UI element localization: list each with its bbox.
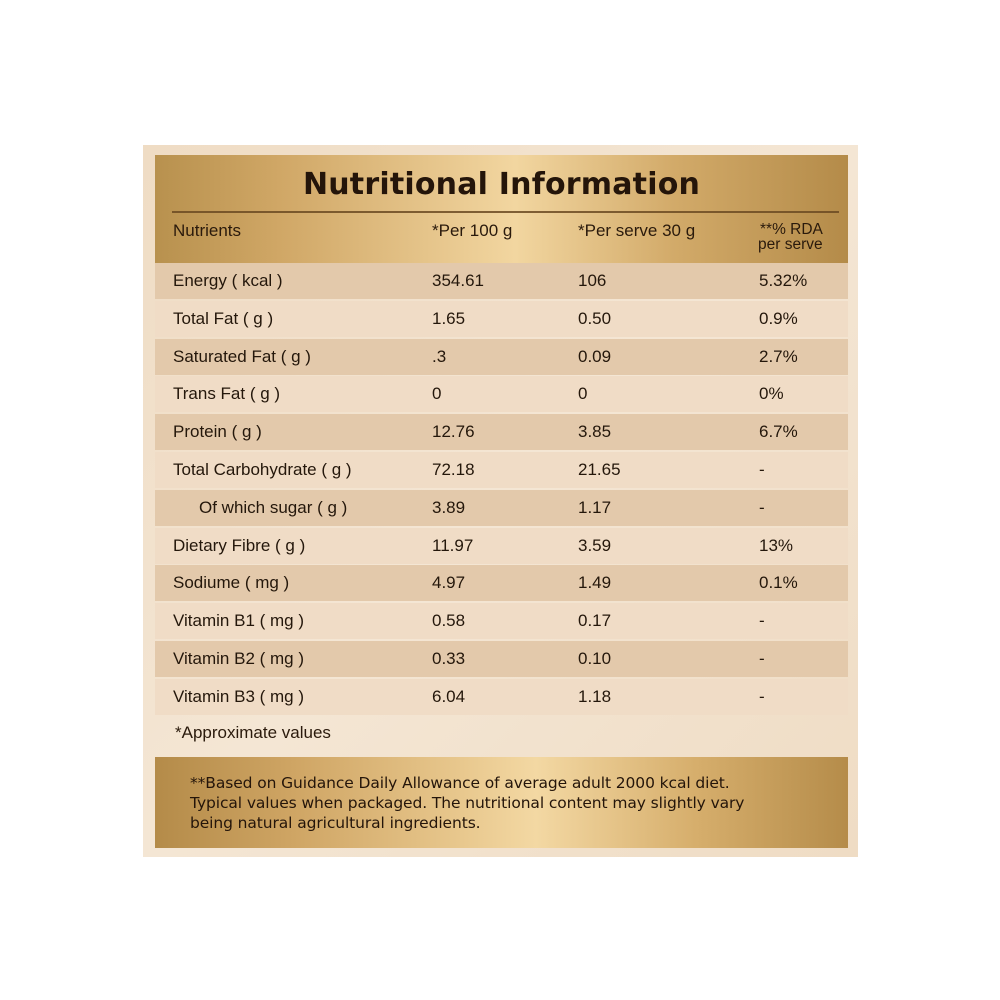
table-row: [155, 528, 848, 564]
nutrient-name: Trans Fat ( g ): [173, 384, 281, 404]
nutrient-name: Dietary Fibre ( g ): [173, 535, 306, 555]
table-row: [155, 452, 848, 488]
table-row: [155, 679, 848, 715]
nutrient-name: Vitamin B2 ( mg ): [173, 648, 305, 668]
rda-value: -: [759, 497, 765, 517]
nutrient-name: Total Fat ( g ): [173, 308, 274, 328]
rda-value: 0.9%: [759, 308, 798, 328]
table-row: [155, 263, 848, 299]
per-serve-value: 0.10: [578, 648, 612, 668]
rda-value: 5.32%: [759, 271, 808, 290]
per-100g-value: 4.97: [432, 573, 466, 593]
table-row: [155, 603, 848, 639]
approximate-values-note: *Approximate values: [175, 723, 331, 742]
per-serve-value: 3.85: [578, 422, 612, 442]
per-serve-value: 106: [578, 271, 607, 290]
column-header-per-serve: *Per serve 30 g: [578, 221, 696, 240]
rda-header-line-2: per serve: [758, 236, 823, 253]
nutrient-name: Saturated Fat ( g ): [173, 346, 311, 366]
per-serve-value: 1.49: [578, 573, 612, 593]
per-100g-value: 1.65: [432, 308, 466, 328]
per-serve-value: 1.18: [578, 686, 612, 706]
page-title: Nutritional Information: [302, 167, 701, 202]
rda-header-line-1: **% RDA: [760, 221, 823, 238]
rda-value: -: [759, 459, 765, 479]
nutrient-name: Of which sugar ( g ): [199, 497, 348, 517]
table-row: [155, 339, 848, 375]
rda-value: 13%: [759, 535, 794, 555]
rda-value: -: [759, 611, 765, 631]
per-100g-value: 3.89: [432, 497, 466, 517]
rda-value: -: [759, 686, 765, 706]
rda-value: 0%: [759, 384, 784, 404]
per-100g-value: 0.33: [432, 648, 466, 668]
per-100g-value: 0: [432, 384, 442, 404]
per-serve-value: 3.59: [578, 535, 612, 555]
header-divider: [172, 211, 839, 213]
per-100g-value: 6.04: [432, 686, 466, 706]
column-header-nutrients: Nutrients: [173, 221, 242, 240]
footer-line: Typical values when packaged. The nutritional content may slightly vary: [190, 794, 745, 812]
rda-value: 0.1%: [759, 573, 798, 593]
per-serve-value: 21.65: [578, 459, 621, 479]
table-row: [155, 301, 848, 337]
per-100g-value: 11.97: [432, 535, 474, 555]
nutrient-name: Energy ( kcal ): [173, 271, 283, 290]
nutrient-name: Vitamin B1 ( mg ): [173, 611, 305, 631]
column-header-per-100g: *Per 100 g: [432, 221, 513, 240]
table-row: [155, 414, 848, 450]
table-row: [155, 565, 848, 601]
per-serve-value: 0.09: [578, 346, 612, 366]
per-serve-value: 1.17: [578, 497, 612, 517]
column-header-rda: [758, 222, 838, 252]
nutrient-name: Total Carbohydrate ( g ): [173, 459, 352, 479]
table-row: [155, 376, 848, 412]
per-100g-value: 0.58: [432, 611, 466, 631]
rda-value: 6.7%: [759, 422, 798, 442]
per-serve-value: 0.50: [578, 308, 612, 328]
nutrient-name: Protein ( g ): [173, 422, 262, 442]
rda-value: -: [759, 648, 765, 668]
per-100g-value: 72.18: [432, 459, 475, 479]
table-row: [155, 641, 848, 677]
rda-value: 2.7%: [759, 346, 798, 366]
per-serve-value: 0: [578, 384, 588, 404]
per-serve-value: 0.17: [578, 611, 612, 631]
table-row: [155, 490, 848, 526]
footer-line: being natural agricultural ingredients.: [190, 814, 481, 832]
per-100g-value: 354.61: [432, 271, 484, 290]
per-100g-value: 12.76: [432, 422, 475, 442]
nutrient-name: Vitamin B3 ( mg ): [173, 686, 305, 706]
nutrition-table: [155, 263, 848, 717]
footer-line: **Based on Guidance Daily Allowance of average adult 2000 kcal diet.: [190, 774, 730, 792]
nutrient-name: Sodiume ( mg ): [173, 573, 290, 593]
per-100g-value: .3: [432, 346, 447, 366]
footer-disclaimer: [190, 773, 830, 833]
